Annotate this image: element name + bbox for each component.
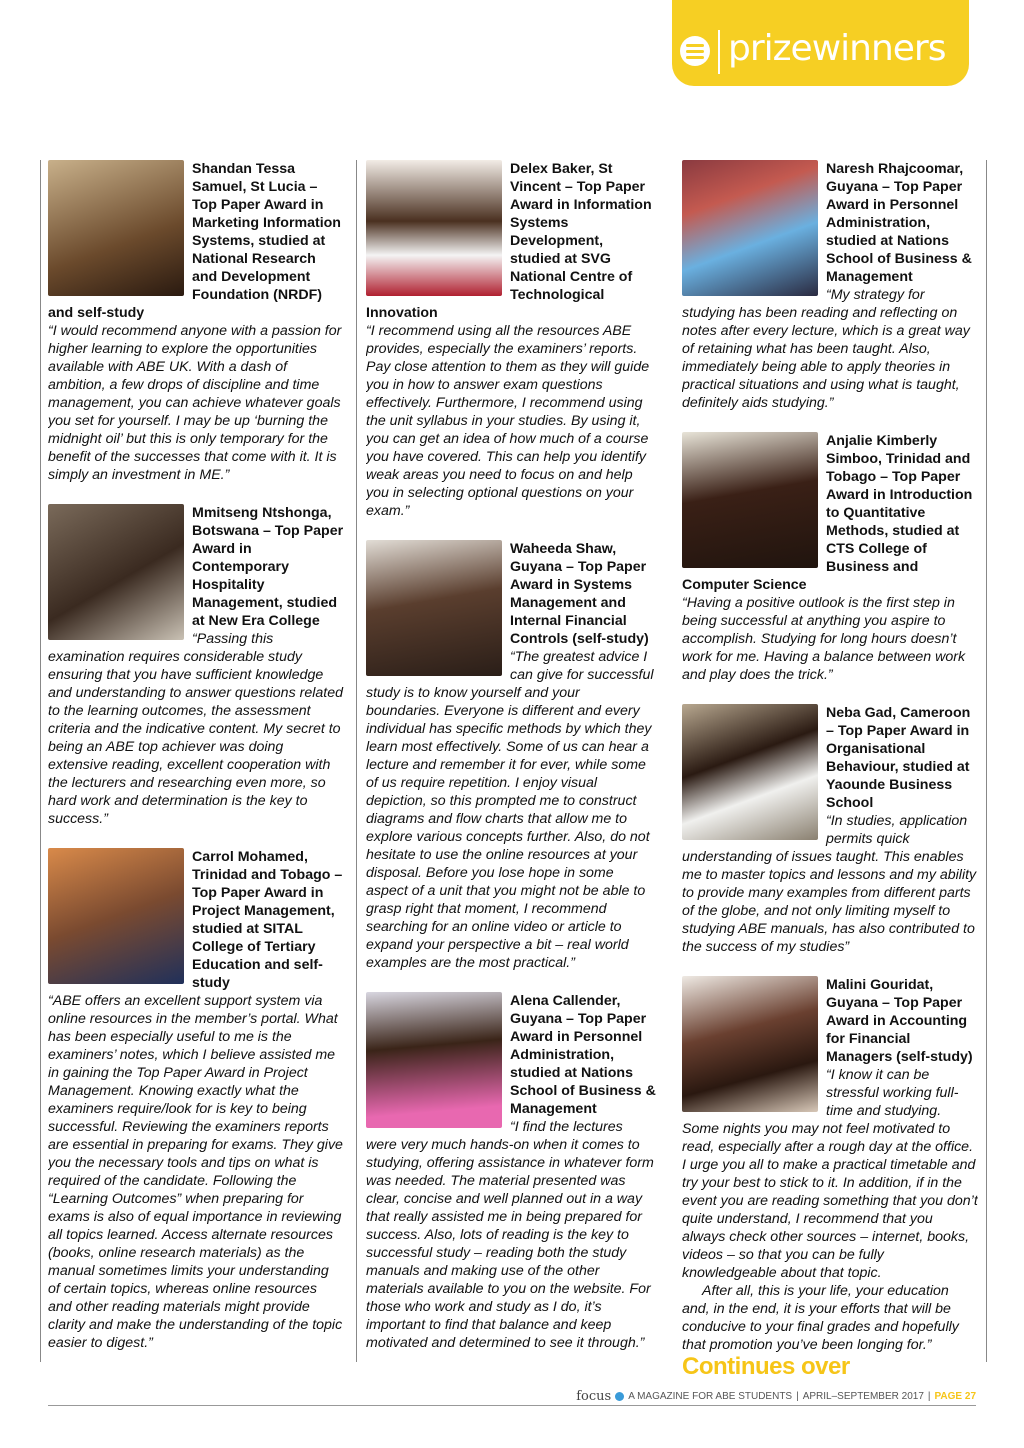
- winner-photo: [682, 160, 818, 296]
- winner-entry: [682, 432, 978, 684]
- tab-divider: [718, 30, 720, 74]
- column-rule: [356, 160, 357, 1362]
- winner-photo: [682, 432, 818, 568]
- winner-photo: [366, 160, 502, 296]
- winner-quote: “ABE offers an excellent support system via online resources in the member’s portal. What has been especially useful to me is the examiners’ notes, which I believe assisted me in gaining the Top Paper Award in Project Management. Knowing exactly what the examiners require/look for is key to being successful. Reviewing the examiners reports are essential in preparing for exams. They give you the necessary tools and tips on what is required of the candidate. Following the “Learning Outcomes” when preparing for exams is also of equal importance in reviewing all topics learned. Access alternate resources (books, online research materials) as the manual sometimes limits your understanding of certain topics, whereas online resources and other reading materials might provide clarity and make the understanding of the topic easier to digest.”: [48, 993, 343, 1351]
- winner-heading: Waheeda Shaw, Guyana – Top Paper Award in Systems Management and Internal Financial Controls (self-study): [510, 541, 649, 647]
- winner-photo: [682, 704, 818, 840]
- section-title: prizewinners: [728, 28, 946, 69]
- winner-photo: [682, 976, 818, 1112]
- winner-photo: [48, 504, 184, 640]
- winner-heading: Naresh Rhajcoomar, Guyana – Top Paper Award in Personnel Administration, studied at Nations School of Business & Management: [826, 161, 972, 285]
- winner-entry: [682, 704, 978, 956]
- winner-entry: [366, 540, 656, 972]
- footer-divider: |: [796, 1391, 799, 1402]
- winner-entry: [48, 848, 344, 1352]
- quote-paragraph: After all, this is your life, your education and, in the end, it is your efforts that will be conducive to your final grades and hopefully that promotion you’ve been longing for.”: [682, 1283, 959, 1353]
- winner-heading: Anjalie Kimberly Simboo, Trinidad and Tobago – Top Paper Award in Introduction to Quantitative Methods, studied at CTS College of Business and Computer Science: [682, 433, 973, 593]
- footer-brand: focus: [576, 1389, 612, 1404]
- page-number: PAGE 27: [934, 1391, 976, 1402]
- winner-quote: “The greatest advice I can give for successful study is to know yourself and your boundaries. Everyone is different and every individual has specific methods by which they learn most effectively. Some of us can hear a lecture and remember it for ever, while some of us require repetition. I enjoy visual depiction, so this prompted me to construct diagrams and flow charts that allow me to explore various concepts further. Also, do not hesitate to use the online resources at your disposal. Before you lose hope in some aspect of a unit that you might not be able to grasp right that moment, I recommend searching for an online video or article to expand your perspective a bit – real world examples are the most practical.”: [366, 649, 654, 971]
- quote-paragraph: “I know it can be stressful working full-time and studying. Some nights you may not feel motivated to read, especially after a rough day at the office. I urge you all to make a practical timetable and try your best to stick to it. In addition, if in the event you are reading something that you don’t quite understand, I recommend that you always check other sources – internet, books, videos – so that you can be fully knowledgeable about that topic.: [682, 1067, 978, 1281]
- footer-tagline: A MAGAZINE FOR ABE STUDENTS: [628, 1391, 793, 1402]
- winner-quote: “Having a positive outlook is the first step in being successful at anything you aspire to accomplish. Studying for long hours doesn’t work for me. Having a balance between work and play does the trick.”: [682, 595, 966, 683]
- winner-quote: “I recommend using all the resources ABE provides, especially the examiners’ reports. Pay close attention to them as they will guide you in how to answer exam questions effectively. Furthermore, I recommend using the unit syllabus in your studies. By using it, you can get an idea of how much of a course you have covered. This can help you identify weak areas you need to focus on and help you in selecting optional questions on your exam.”: [366, 323, 650, 519]
- winner-quote: “I find the lectures were very much hands-on when it comes to studying, offering assistance in whatever form was needed. The material presented was clear, concise and well planned out in a way that really assisted me in being prepared for success. Also, lots of reading is the key to successful study – reading both the study manuals and making use of the other materials available to you on the website. For those who work and study as I do, it’s important to find that balance and keep motivated and determined to see it through.”: [366, 1119, 654, 1351]
- page-footer: [576, 1389, 976, 1404]
- winner-heading: Malini Gouridat, Guyana – Top Paper Award in Accounting for Financial Managers (self-study): [826, 977, 973, 1065]
- winner-heading: Delex Baker, St Vincent – Top Paper Award in Information Systems Development, studied at SVG National Centre of Technological Innovation: [366, 161, 652, 321]
- winner-heading: Alena Callender, Guyana – Top Paper Award in Personnel Administration, studied at Nations School of Business & Management: [510, 993, 656, 1117]
- footer-issue: APRIL–SEPTEMBER 2017: [802, 1391, 924, 1402]
- winner-photo: [48, 848, 184, 984]
- footer-rule: [48, 1405, 976, 1406]
- winner-entry: [366, 160, 656, 520]
- winner-entry: [366, 992, 656, 1352]
- winner-heading: Mmitseng Ntshonga, Botswana – Top Paper Award in Contemporary Hospitality Management, studied at New Era College: [192, 505, 344, 629]
- winner-quote: “I would recommend anyone with a passion for higher learning to explore the opportunities available with ABE UK. With a dash of ambition, a few drops of discipline and time management, you can achieve whatever goals you set for yourself. I may be up ‘burning the midnight oil’ but this is only temporary for the benefit of the successes that come with it. It is simply an investment in ME.”: [48, 323, 342, 483]
- column-3: [682, 160, 978, 1380]
- focus-logo-icon: [615, 1392, 624, 1401]
- winner-heading: Neba Gad, Cameroon – Top Paper Award in Organisational Behaviour, studied at Yaounde Business School: [826, 705, 971, 811]
- winner-quote: “In studies, application permits quick understanding of issues taught. This enables me to master topics and lessons and my ability to provide many examples from different parts of the globe, and not only limiting myself to studying ABE manuals, has also contributed to the success of my studies”: [682, 813, 977, 955]
- winner-entry: [682, 160, 978, 412]
- winner-photo: [48, 160, 184, 296]
- continues-over-link[interactable]: Continues over: [682, 1353, 850, 1380]
- winner-entry: [48, 160, 344, 484]
- winner-heading: Carrol Mohamed, Trinidad and Tobago – Top Paper Award in Project Management, studied at SITAL College of Tertiary Education and self-study: [192, 849, 343, 991]
- winner-photo: [366, 992, 502, 1128]
- column-2: [366, 160, 656, 1372]
- winner-entry: [48, 504, 344, 828]
- section-tab: [672, 0, 969, 86]
- winner-photo: [366, 540, 502, 676]
- winner-heading: Shandan Tessa Samuel, St Lucia – Top Paper Award in Marketing Information Systems, studied at National Research and Development Foundation (NRDF) and self-study: [48, 161, 341, 321]
- column-1: [48, 160, 344, 1372]
- winner-quote: “My strategy for studying has been reading and reflecting on notes after every lecture, which is a great way of retaining what has been taught. Also, immediately being able to apply theories in practical situations and using what is taught, definitely aids studying.”: [682, 287, 970, 411]
- winner-entry: [682, 976, 978, 1354]
- winner-quote: “Passing this examination requires considerable study ensuring that you have sufficient knowledge and understanding to answer questions related to the learning outcomes, the assessment criteria and the indicative content. My secret to being an ABE top achiever was doing extensive reading, excellent cooperation with the lecturers and researching even more, so hard work and determination is the key to success.”: [48, 631, 343, 827]
- footer-divider: |: [927, 1391, 931, 1402]
- column-rule: [40, 160, 41, 1362]
- column-rule: [986, 160, 987, 1362]
- abe-logo-icon: [680, 36, 710, 66]
